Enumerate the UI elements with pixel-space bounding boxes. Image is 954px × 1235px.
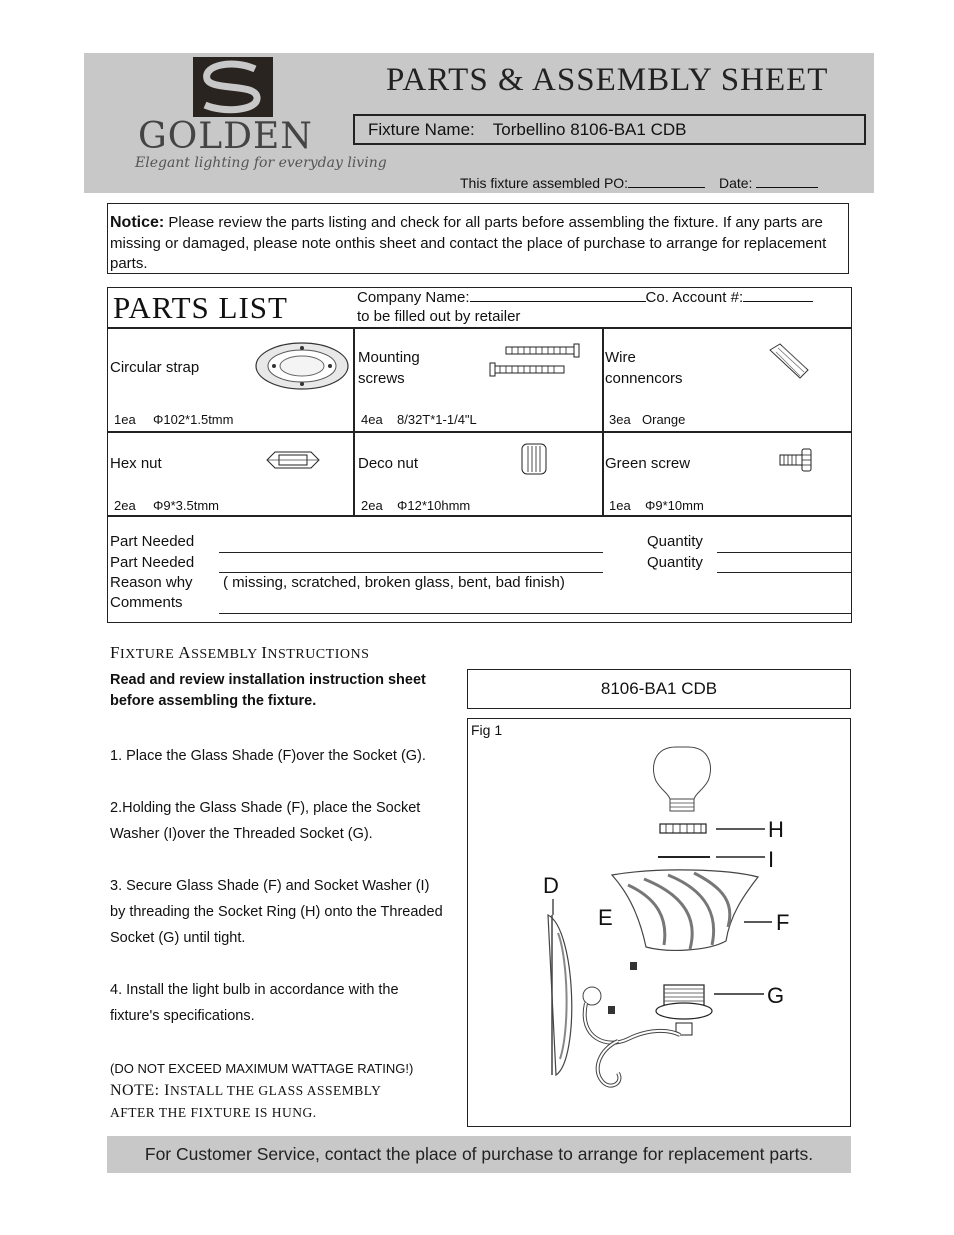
assembly-instructions-heading: FIXTURE ASSEMBLY INSTRUCTIONS xyxy=(110,643,370,662)
notice-label: Notice: xyxy=(110,214,165,231)
part-spec: 8/32T*1-1/4"L xyxy=(397,412,477,427)
label-f: F xyxy=(776,910,790,935)
part-name-hex-nut: Hex nut xyxy=(110,455,162,472)
glass-shade-icon xyxy=(612,870,758,950)
co-account-label: Co. Account #: xyxy=(645,289,744,306)
divider xyxy=(353,327,355,515)
fixture-name-value: Torbellino 8106-BA1 CDB xyxy=(492,120,687,139)
brand-tagline: Elegant lighting for everyday living xyxy=(135,155,387,171)
part-qty: 2ea xyxy=(114,498,136,513)
model-number-box: 8106-BA1 CDB xyxy=(467,669,851,709)
part-needed-field[interactable] xyxy=(219,572,603,573)
retailer-note: to be filled out by retailer xyxy=(357,308,521,325)
light-bulb-icon xyxy=(653,747,710,811)
install-note: NOTE: INSTALL THE GLASS ASSEMBLY AFTER THE FIXTURE IS HUNG. xyxy=(110,1082,382,1120)
part-name-green-screw: Green screw xyxy=(605,455,691,472)
part-spec: Φ9*3.5tmm xyxy=(153,498,220,513)
date-label: Date: xyxy=(718,175,753,191)
customer-service-footer: For Customer Service, contact the place of purchase to arrange for replacement parts. xyxy=(107,1136,851,1173)
step-4: 4. Install the light bulb in accordance with the fixture's specifications. xyxy=(110,982,399,1024)
socket-ring-icon xyxy=(660,824,706,833)
divider xyxy=(107,327,852,329)
mounting-screws-icon xyxy=(488,343,583,381)
wire-connector-icon xyxy=(766,342,812,380)
part-needed-label: Part Needed xyxy=(110,533,195,550)
label-e: E xyxy=(598,905,613,930)
label-d: D xyxy=(543,873,559,898)
step-1: 1. Place the Glass Shade (F)over the Socket (G). xyxy=(110,748,426,764)
part-name-wire-connectors-line2: connencors xyxy=(605,370,683,387)
golden-logo-icon xyxy=(193,57,273,117)
part-name-deco-nut: Deco nut xyxy=(358,455,419,472)
deco-nut-icon xyxy=(518,442,550,476)
part-qty: 1ea xyxy=(609,498,631,513)
company-name-field[interactable] xyxy=(470,288,646,302)
label-h: H xyxy=(768,817,784,842)
part-qty: 2ea xyxy=(361,498,383,513)
part-spec: Orange xyxy=(642,412,686,427)
part-spec: Φ102*1.5tmm xyxy=(153,412,234,427)
company-name-label: Company Name: Co. Account #: xyxy=(357,288,813,306)
socket-icon xyxy=(656,985,712,1035)
step-3: 3. Secure Glass Shade (F) and Socket Washer (I) by threading the Socket Ring (H) onto the Threaded Socket (G) until tight. xyxy=(110,878,443,946)
part-name-mounting-screws-line2: screws xyxy=(358,370,405,387)
part-name-circular-strap: Circular strap xyxy=(110,359,200,376)
brand-name: GOLDEN xyxy=(138,116,313,157)
part-needed-field[interactable] xyxy=(219,552,603,553)
hex-nut-icon xyxy=(265,449,321,471)
circular-strap-icon xyxy=(252,340,352,392)
reason-options: ( missing, scratched, broken glass, bent, bad finish) xyxy=(223,574,565,591)
part-name-mounting-screws: Mounting xyxy=(358,349,420,366)
parts-list-title: PARTS LIST xyxy=(113,290,288,325)
part-qty: 1ea xyxy=(114,412,136,427)
assembled-po-label: This fixture assembled PO: xyxy=(460,175,629,191)
fixture-name-box xyxy=(353,114,866,145)
fig-label: Fig 1 xyxy=(471,722,503,738)
wattage-warning: (DO NOT EXCEED MAXIMUM WATTAGE RATING!) xyxy=(110,1061,414,1076)
step-2: 2.Holding the Glass Shade (F), place the Socket Washer (I)over the Threaded Socket (G). xyxy=(110,800,421,842)
po-field[interactable] xyxy=(628,173,705,188)
date-field[interactable] xyxy=(756,173,818,188)
page-title: PARTS & ASSEMBLY SHEET xyxy=(386,62,829,98)
fixture-diagram xyxy=(468,719,850,1125)
green-screw-icon xyxy=(778,447,814,473)
reason-why-label: Reason why xyxy=(110,574,193,591)
part-qty: 3ea xyxy=(609,412,631,427)
label-g: G xyxy=(767,983,785,1008)
quantity-label: Quantity xyxy=(647,533,703,550)
divider xyxy=(107,431,852,433)
comments-field[interactable] xyxy=(219,613,851,614)
assembled-po-line xyxy=(460,173,818,191)
divider xyxy=(602,327,604,515)
quantity-field[interactable] xyxy=(717,572,851,573)
quantity-field[interactable] xyxy=(717,552,851,553)
co-account-field[interactable] xyxy=(743,288,813,302)
divider xyxy=(107,515,852,517)
intro-text: Read and review installation instruction sheet before assembling the fixture. xyxy=(110,672,426,709)
quantity-label: Quantity xyxy=(647,554,703,571)
label-i: I xyxy=(768,847,775,872)
notice-box xyxy=(107,203,849,274)
fixture-name-label: Fixture Name: xyxy=(368,120,475,139)
part-name-wire-connectors: Wire xyxy=(605,349,636,366)
part-qty: 4ea xyxy=(361,412,383,427)
part-spec: Φ12*10hmm xyxy=(397,498,471,513)
part-spec: Φ9*10mm xyxy=(645,498,704,513)
notice-text: Please review the parts listing and check for all parts before assembling the fixture. If any parts are missing or damaged, please note onthis sheet and contact the place of purchase to arrange for replacement parts. xyxy=(110,214,827,272)
backplate-icon xyxy=(548,899,572,1075)
comments-label: Comments xyxy=(110,594,183,611)
part-needed-label: Part Needed xyxy=(110,554,195,571)
